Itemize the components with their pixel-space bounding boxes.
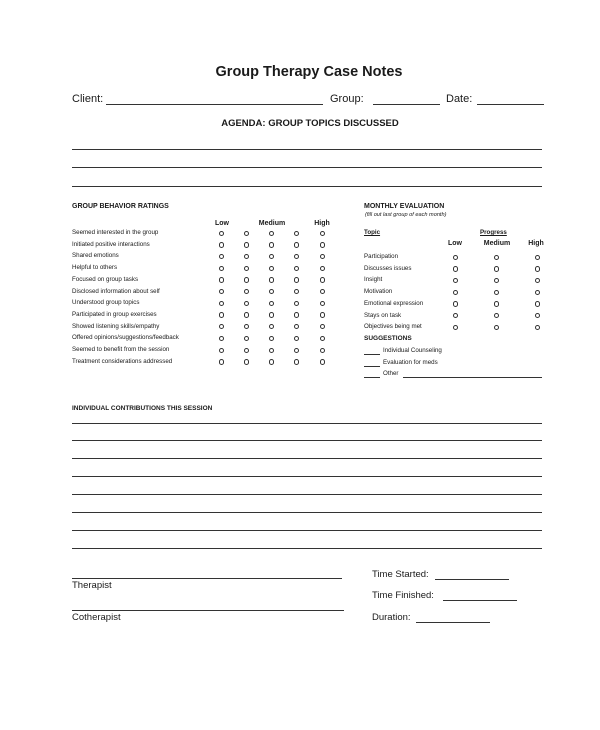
rating-bubble[interactable] <box>244 348 249 353</box>
rating-bubble[interactable] <box>269 336 274 341</box>
rating-bubble[interactable] <box>294 277 299 282</box>
monthly-item-label: Motivation <box>364 288 393 296</box>
monthly-item-label: Discusses issues <box>364 264 412 272</box>
rating-bubble[interactable] <box>219 242 224 247</box>
time-finished-label: Time Finished: <box>372 590 434 601</box>
rating-bubble[interactable] <box>294 359 299 364</box>
topic-header: Topic <box>364 229 381 236</box>
rating-bubble[interactable] <box>494 266 499 271</box>
monthly-title: MONTHLY EVALUATION <box>364 203 445 210</box>
suggestion-label: Other <box>383 370 399 377</box>
rating-bubble[interactable] <box>320 324 325 329</box>
rating-bubble[interactable] <box>219 277 224 282</box>
rating-bubble[interactable] <box>269 242 274 247</box>
rating-bubble[interactable] <box>320 312 325 317</box>
therapist-label: Therapist <box>72 580 112 591</box>
rating-bubble[interactable] <box>244 242 249 247</box>
date-label: Date: <box>446 93 473 105</box>
rating-bubble[interactable] <box>244 359 249 364</box>
suggestion-checkline[interactable] <box>364 366 380 367</box>
monthly-item-label: Participation <box>364 253 399 260</box>
group-label: Group: <box>330 93 364 105</box>
monthly-medium-header: Medium <box>483 240 511 247</box>
rating-bubble[interactable] <box>219 336 224 341</box>
rating-bubble[interactable] <box>219 359 224 364</box>
rating-bubble[interactable] <box>453 313 458 318</box>
other-field-line[interactable] <box>403 377 542 378</box>
behavior-high-header: High <box>314 220 330 227</box>
rating-bubble[interactable] <box>320 254 325 259</box>
rating-bubble[interactable] <box>294 301 299 306</box>
contribution-line[interactable] <box>72 476 542 477</box>
rating-bubble[interactable] <box>244 289 249 294</box>
agenda-line[interactable] <box>72 186 542 187</box>
progress-header: Progress <box>480 229 507 236</box>
rating-bubble[interactable] <box>535 266 540 271</box>
rating-bubble[interactable] <box>453 301 458 306</box>
rating-bubble[interactable] <box>320 359 325 364</box>
rating-bubble[interactable] <box>244 336 249 341</box>
rating-bubble[interactable] <box>269 266 274 271</box>
monthly-item-label: Insight <box>364 276 383 284</box>
time-started-label: Time Started: <box>372 569 429 580</box>
contribution-line[interactable] <box>72 530 542 531</box>
behavior-item-label: Helpful to others <box>72 264 118 272</box>
behavior-low-header: Low <box>215 220 229 227</box>
rating-bubble[interactable] <box>269 312 274 317</box>
rating-bubble[interactable] <box>453 255 458 260</box>
rating-bubble[interactable] <box>320 242 325 247</box>
agenda-line[interactable] <box>72 149 542 150</box>
behavior-item-label: Showed listening skills/empathy <box>72 322 160 330</box>
rating-bubble[interactable] <box>535 301 540 306</box>
contribution-line[interactable] <box>72 494 542 495</box>
suggestion-checkline[interactable] <box>364 354 380 355</box>
contribution-line[interactable] <box>72 548 542 549</box>
suggestion-label: Evaluation for meds <box>383 358 438 366</box>
behavior-title: GROUP BEHAVIOR RATINGS <box>72 203 169 210</box>
rating-bubble[interactable] <box>244 312 249 317</box>
rating-bubble[interactable] <box>494 255 499 260</box>
monthly-high-header: High <box>528 240 544 247</box>
rating-bubble[interactable] <box>294 348 299 353</box>
rating-bubble[interactable] <box>269 289 274 294</box>
contribution-line[interactable] <box>72 440 542 441</box>
rating-bubble[interactable] <box>294 312 299 317</box>
rating-bubble[interactable] <box>453 290 458 295</box>
rating-bubble[interactable] <box>535 313 540 318</box>
rating-bubble[interactable] <box>535 255 540 260</box>
rating-bubble[interactable] <box>219 289 224 294</box>
rating-bubble[interactable] <box>269 277 274 282</box>
rating-bubble[interactable] <box>219 348 224 353</box>
rating-bubble[interactable] <box>494 325 499 330</box>
suggestion-checkline[interactable] <box>364 377 380 378</box>
cotherapist-signature-line[interactable] <box>72 610 344 611</box>
rating-bubble[interactable] <box>294 324 299 329</box>
rating-bubble[interactable] <box>269 254 274 259</box>
duration-field[interactable] <box>416 622 490 623</box>
contribution-line[interactable] <box>72 512 542 513</box>
group-field[interactable] <box>373 104 440 105</box>
behavior-item-label: Treatment considerations addressed <box>72 357 173 365</box>
contributions-title: INDIVIDUAL CONTRIBUTIONS THIS SESSION <box>72 405 213 412</box>
behavior-item-label: Participated in group exercises <box>72 310 157 318</box>
suggestion-label: Individual Counseling <box>383 347 442 354</box>
rating-bubble[interactable] <box>219 301 224 306</box>
date-field[interactable] <box>477 104 544 105</box>
document-title: Group Therapy Case Notes <box>215 64 403 80</box>
rating-bubble[interactable] <box>294 289 299 294</box>
rating-bubble[interactable] <box>219 231 224 236</box>
rating-bubble[interactable] <box>494 278 499 283</box>
therapist-signature-line[interactable] <box>72 578 342 579</box>
rating-bubble[interactable] <box>269 324 274 329</box>
duration-label: Duration: <box>372 612 411 623</box>
behavior-item-label: Disclosed information about self <box>72 287 160 295</box>
suggestions-title: SUGGESTIONS <box>364 335 412 342</box>
rating-bubble[interactable] <box>269 301 274 306</box>
contribution-line[interactable] <box>72 423 542 424</box>
time-finished-field[interactable] <box>443 600 517 601</box>
rating-bubble[interactable] <box>294 254 299 259</box>
rating-bubble[interactable] <box>244 266 249 271</box>
rating-bubble[interactable] <box>244 324 249 329</box>
rating-bubble[interactable] <box>535 290 540 295</box>
rating-bubble[interactable] <box>320 266 325 271</box>
rating-bubble[interactable] <box>453 278 458 283</box>
rating-bubble[interactable] <box>494 301 499 306</box>
client-label: Client: <box>72 93 104 105</box>
rating-bubble[interactable] <box>294 242 299 247</box>
rating-bubble[interactable] <box>320 277 325 282</box>
behavior-item-label: Initiated positive interactions <box>72 240 150 248</box>
monthly-low-header: Low <box>448 240 462 247</box>
rating-bubble[interactable] <box>219 254 224 259</box>
rating-bubble[interactable] <box>320 301 325 306</box>
rating-bubble[interactable] <box>244 277 249 282</box>
agenda-line[interactable] <box>72 167 542 168</box>
time-started-field[interactable] <box>435 579 509 580</box>
monthly-item-label: Objectives being met <box>364 323 422 331</box>
rating-bubble[interactable] <box>494 290 499 295</box>
rating-bubble[interactable] <box>535 278 540 283</box>
behavior-item-label: Offered opinions/suggestions/feedback <box>72 334 179 342</box>
rating-bubble[interactable] <box>244 254 249 259</box>
cotherapist-label: Cotherapist <box>72 612 121 623</box>
contribution-line[interactable] <box>72 458 542 459</box>
rating-bubble[interactable] <box>320 336 325 341</box>
rating-bubble[interactable] <box>453 266 458 271</box>
rating-bubble[interactable] <box>494 313 499 318</box>
rating-bubble[interactable] <box>269 348 274 353</box>
client-field[interactable] <box>106 104 323 105</box>
rating-bubble[interactable] <box>294 266 299 271</box>
behavior-medium-header: Medium <box>258 220 286 227</box>
rating-bubble[interactable] <box>244 231 249 236</box>
agenda-title: AGENDA: GROUP TOPICS DISCUSSED <box>221 118 399 129</box>
rating-bubble[interactable] <box>244 301 249 306</box>
behavior-item-label: Seemed to benefit from the session <box>72 346 170 353</box>
monthly-item-label: Stays on task <box>364 311 402 319</box>
rating-bubble[interactable] <box>219 312 224 317</box>
behavior-item-label: Shared emotions <box>72 252 119 260</box>
behavior-item-label: Seemed interested in the group <box>72 229 159 236</box>
rating-bubble[interactable] <box>269 359 274 364</box>
rating-bubble[interactable] <box>453 325 458 330</box>
rating-bubble[interactable] <box>294 336 299 341</box>
rating-bubble[interactable] <box>320 348 325 353</box>
rating-bubble[interactable] <box>269 231 274 236</box>
monthly-note: (fill out last group of each month) <box>365 212 447 218</box>
monthly-item-label: Emotional expression <box>364 299 424 307</box>
behavior-item-label: Focused on group tasks <box>72 275 139 283</box>
rating-bubble[interactable] <box>535 325 540 330</box>
rating-bubble[interactable] <box>294 231 299 236</box>
rating-bubble[interactable] <box>219 324 224 329</box>
rating-bubble[interactable] <box>320 231 325 236</box>
behavior-item-label: Understood group topics <box>72 299 140 307</box>
rating-bubble[interactable] <box>320 289 325 294</box>
rating-bubble[interactable] <box>219 266 224 271</box>
